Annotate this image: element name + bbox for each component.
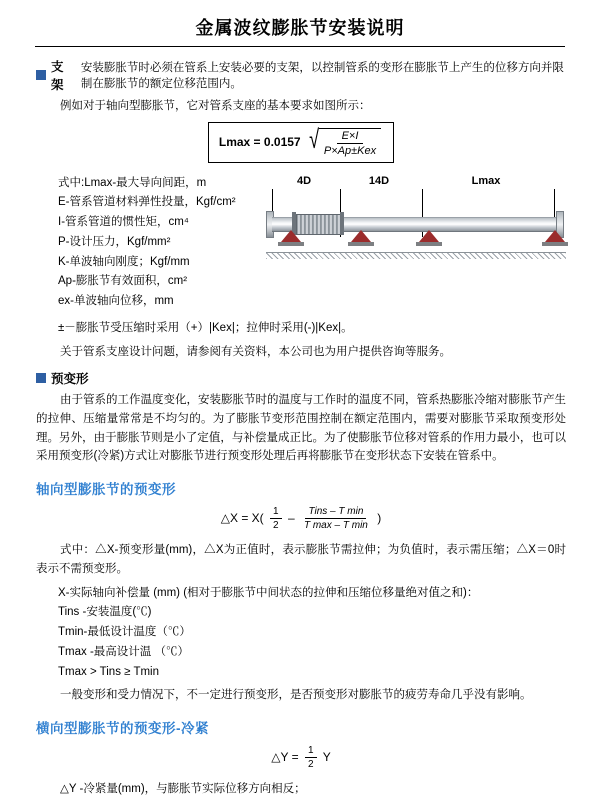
equation-lateral-right: Y [322, 749, 331, 764]
formula-lmax-denominator: P×Ap±Kex [323, 144, 377, 157]
equation-axial-left: △X = X( [220, 510, 264, 525]
support-triangle-icon [545, 230, 565, 242]
list-item: X-实际轴向补偿量 (mm) (相对于膨胀节中间状态的拉伸和压缩位移量绝对值之和)： [58, 586, 479, 599]
formula-lmax-box [208, 122, 394, 163]
document-content [0, 57, 600, 799]
equation-axial [36, 506, 566, 531]
formula-lmax [36, 122, 566, 163]
list-item: E-管系管道材料弹性投量，Kgf/cm² [58, 196, 236, 209]
equation-lateral-half-den: 2 [308, 759, 314, 771]
pipe-support-guide-2 [416, 230, 442, 248]
support-legend-note [36, 319, 566, 339]
formula-lmax-label: Lmax = 0.0157 [218, 135, 301, 150]
section-heading-predeform-label: 预变形 [51, 372, 89, 387]
support-base [416, 242, 442, 246]
formula-lmax-radical [307, 123, 382, 157]
section-axial-tail: 一般变形和受力情况下，不一定进行预变形，是否预变形对膨胀节的疲劳寿命几乎没有影响。 [60, 689, 532, 702]
section-heading-lateral: 横向型膨胀节的预变形-冷紧 [36, 720, 209, 736]
pipe-support-guide-1 [348, 230, 374, 248]
support-base [278, 242, 304, 246]
legend-figure-row [36, 171, 566, 316]
equation-lateral [36, 745, 566, 770]
section-lateral-note: △Y -冷紧量(mm)，与膨胀节实际位移方向相反； [60, 783, 306, 796]
section-support-para3: 关于管系支座设计问题，请参阅有关资料，本公司也为用户提供咨询等服务。 [60, 345, 451, 358]
dimension-lmax: Lmax [471, 174, 501, 187]
dimension-labels [266, 175, 560, 191]
section-heading-predeform [36, 369, 566, 387]
equation-axial-half-den: 2 [273, 520, 279, 532]
radical-sign-icon: √ [308, 123, 319, 154]
blue-square-bullet-icon [36, 373, 46, 383]
list-item: ±－膨胀节受压缩时采用（+）|Kex|；拉伸时采用(-)|Kex|。 [58, 321, 353, 334]
equation-axial-right: ) [377, 510, 382, 525]
support-legend-list [36, 174, 266, 312]
pipe-support-diagram [266, 175, 560, 295]
equation-lateral-left: △Y = [271, 749, 299, 764]
formula-lmax-fraction [319, 128, 381, 157]
equation-lateral-half-num: 1 [305, 745, 317, 758]
list-item: Tins -安装温度(℃) [58, 606, 152, 619]
equation-axial-ratio-den: T max – T min [303, 520, 368, 532]
list-item: Tmin-最低设计温度（℃） [58, 626, 191, 639]
list-item: P-设计压力，Kgf/mm² [58, 235, 171, 248]
dimension-14d: 14D [368, 174, 390, 187]
list-item: Tmax -最高设计温 （℃） [58, 645, 189, 658]
list-item: I-管系管道的惯性矩，cm⁴ [58, 216, 189, 229]
ground-hatching [266, 252, 566, 259]
blue-square-bullet-icon [36, 70, 46, 80]
formula-lmax-numerator: E×I [337, 130, 364, 144]
dimension-4d: 4D [296, 174, 312, 187]
list-item: ex-单波轴向位移，mm [58, 295, 174, 308]
list-item: Ap-膨胀节有效面积，cm² [58, 275, 188, 288]
section-heading-support-label: 支架 [51, 60, 64, 92]
support-base [542, 242, 568, 246]
section-heading-axial: 轴向型膨胀节的预变形 [36, 481, 176, 497]
section-support-para2: 例如对于轴向型膨胀节，它对管系支座的基本要求如图所示： [60, 100, 371, 112]
page-title: 金属波纹膨胀节安装说明 [195, 18, 405, 38]
pipe-support-guide-3 [542, 230, 568, 248]
equation-axial-ratio-num: Tins – T min [305, 506, 366, 519]
section-predeform-para1: 由于管系的工作温度变化，安装膨胀节时的温度与工作时的温度不同，管系热膨胀冷缩对膨胀节产生的拉伸、压缩量常常是不均匀的。为了膨胀节变形范围控制在额定范围内，需要对膨胀节采取预变形处理。另外，由于膨胀节则是小了定值，与补偿量成正比。为了使膨胀节位移对管系的作用力最小，也可以采用预变形(冷紧)方式让对膨胀节进行预变形处理后再将膨胀节在变形状态下安装在管系中。 [36, 394, 566, 463]
support-base [348, 242, 374, 246]
pipe-support-anchor [278, 230, 304, 248]
equation-axial-half-num: 1 [270, 506, 282, 519]
axial-legend-list [36, 584, 566, 683]
equation-lateral-half [305, 745, 317, 770]
equation-axial-ratio [301, 506, 371, 531]
list-item: 式中:Lmax-最大导向间距，m [58, 176, 207, 189]
pipe-assembly [266, 197, 566, 259]
section-support-para1: 安装膨胀节时必须在管系上安装必要的支架，以控制管系的变形在膨胀节上产生的位移方向并限制在膨胀节的额定位移范围内。 [80, 62, 564, 90]
list-item: K-单波轴向刚度；Kgf/mm [58, 255, 190, 268]
list-item: Tmax > Tins ≥ Tmin [58, 665, 159, 678]
document-page [0, 14, 600, 796]
flange-right [340, 212, 344, 235]
equation-axial-minus: – [287, 510, 295, 525]
title-divider [35, 46, 565, 47]
section-axial-note: 式中：△X-预变形量(mm)，△X为正值时，表示膨胀节需拉伸；为负值时，表示需压缩；△X＝0时表示不需预变形。 [36, 544, 566, 575]
section-heading-support [36, 57, 566, 93]
support-triangle-icon [281, 230, 301, 242]
equation-axial-half [270, 506, 282, 531]
support-triangle-icon [419, 230, 439, 242]
support-triangle-icon [351, 230, 371, 242]
